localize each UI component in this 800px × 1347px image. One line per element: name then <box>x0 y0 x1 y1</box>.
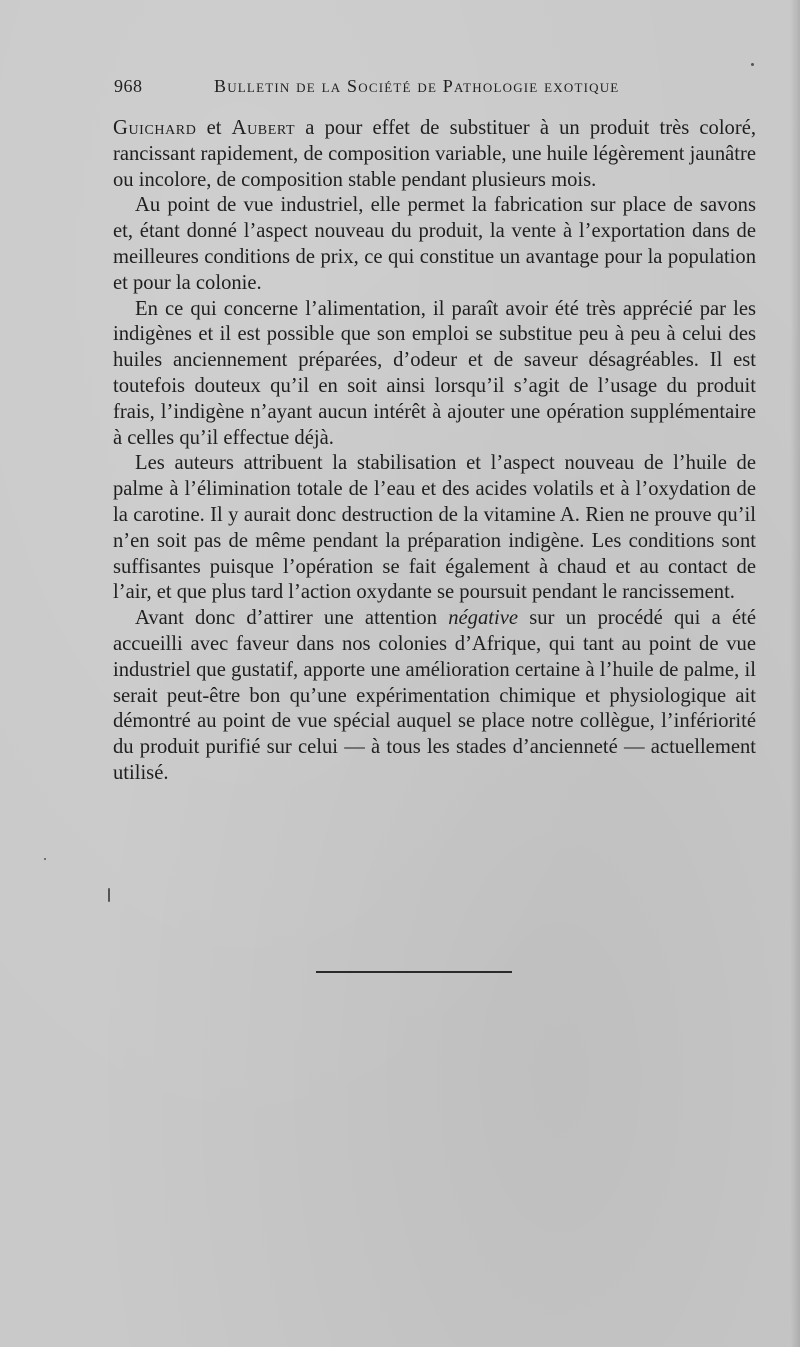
article-body <box>113 116 756 787</box>
print-speck <box>751 63 754 66</box>
paragraph-3: En ce qui concerne l’alimentation, il paraît avoir été très apprécié par les indigènes et il est possible que son emploi se substitue peu à peu à celui des huiles anciennement préparées, d’odeur et de saveur désagréables. Il est toutefois douteux qu’il en soit ainsi lorsqu’il s’agit de l’usage du produit frais, l’indigène n’ayant aucun intérêt à ajouter une opération supplémentaire à celles qu’il effectue déjà. <box>113 297 756 449</box>
print-speck <box>44 858 46 860</box>
page-edge-shadow <box>790 0 800 1347</box>
author-name-guichard: Guichard <box>113 117 197 139</box>
emphasis-negative: négative <box>448 607 519 630</box>
journal-title: Bulletin de la Société de Pathologie exotique <box>214 76 620 96</box>
paragraph-4: Les auteurs attribuent la stabilisation et l’aspect nouveau de l’huile de palme à l’élimination totale de l’eau et des acides volatils et à l’oxydation de la carotine. Il y aurait donc destruction de la vitamine A. Rien ne prouve qu’il n’en soit pas de même pendant la préparation indigène. Les conditions sont suffisantes puisque l’opération se fait également à chaud et au contact de l’air, et que plus tard l’action oxydante se poursuit pendant le rancissement. <box>113 452 756 604</box>
page-number: 968 <box>114 76 143 96</box>
conjunction-text: et <box>196 117 232 139</box>
paragraph-5-text-end: sur un procédé qui a été accueilli avec faveur dans nos colonies d’Afrique, qui tant au point de vue industriel que gustatif, apporte une amélioration certaine à l’huile de palme, il serait peut-être bon qu’une expérimentation chimique et physiologique ait démontré au point de vue spécial auquel se place notre collègue, l’infériorité du produit purifié sur celui — à tous les stades d’ancienneté — actuellement utilisé. <box>113 607 756 784</box>
paragraph-2: Au point de vue industriel, elle permet la fabrication sur place de savons et, étant donné l’aspect nouveau du produit, la vente à l’exportation dans de meilleures conditions de prix, ce qui constitue un avantage pour la population et pour la colonie. <box>113 194 756 294</box>
print-speck <box>108 888 110 902</box>
running-head <box>114 76 754 100</box>
author-name-aubert: Aubert <box>231 117 296 139</box>
paragraph-1 <box>113 116 756 193</box>
paragraph-1-text: a pour effet de substituer à un produit très coloré, rancissant rapidement, de composition variable, une huile légèrement jaunâtre ou incolore, de composition stable pendant plusieurs mois. <box>113 117 756 191</box>
end-rule-divider <box>316 971 512 973</box>
paragraph-5-text-start: Avant donc d’attirer une attention <box>135 607 449 630</box>
paragraph-5 <box>113 606 756 787</box>
